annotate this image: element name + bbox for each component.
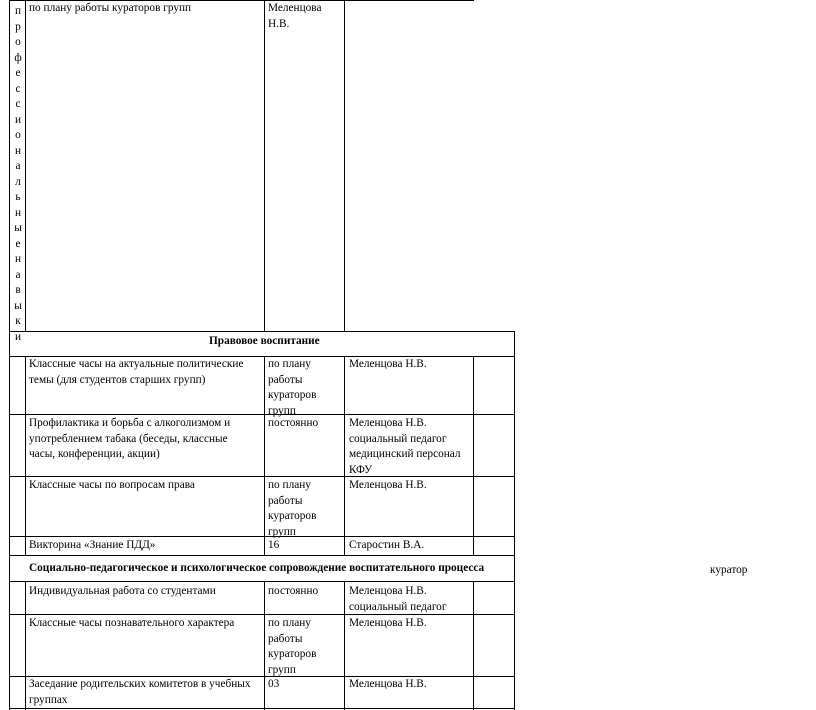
vertical-letter: е [15, 67, 21, 79]
legal-row-1-date: по плану работы кураторов групп [268, 358, 317, 417]
top-responsible: Меленцова Н.В. [268, 2, 322, 30]
vertical-letter: и [14, 330, 22, 343]
vertical-letter: а [15, 268, 21, 281]
social-row-2-responsible: Меленцова Н.В. [349, 617, 427, 629]
social-row-3-responsible: Меленцова Н.В. [349, 678, 427, 690]
vertical-letter: с [15, 82, 21, 95]
vertical-letter: в [15, 284, 21, 296]
social-row-3-event: Заседание родительских комитетов в учебных группах [29, 678, 251, 706]
legal-row-2-event: Профилактика и борьба с алкоголизмом и употреблением табака (беседы, классные часы, конференции, акции) [29, 417, 231, 461]
social-row-2-date: по плану работы кураторов групп [268, 617, 317, 676]
vertical-letter: р [15, 20, 21, 33]
legal-row-3-responsible: Меленцова Н.В. [349, 479, 427, 491]
vertical-letter: к [15, 315, 21, 327]
social-row-1-date: постоянно [268, 585, 319, 597]
social-row-1-event: Индивидуальная работа со студентами [29, 585, 216, 597]
vertical-letter: н [14, 253, 22, 265]
legal-row-1-responsible: Меленцова Н.В. [349, 358, 427, 370]
social-row-1-responsible: Меленцова Н.В. социальный педагог [349, 585, 447, 613]
top-event: по плану работы кураторов групп [29, 2, 192, 14]
vertical-letter: ь [15, 191, 21, 203]
vertical-letter: н [14, 144, 22, 157]
vertical-letter: л [15, 175, 21, 188]
legal-row-4-date: 16 [268, 539, 280, 551]
section-title-social: Социально-педагогическое и психологическое сопровождение воспитательного процесса [29, 562, 485, 574]
social-row-2-event: Классные часы познавательного характера [29, 617, 235, 629]
section-aside-curator: куратор [710, 564, 748, 576]
legal-row-2-responsible: Меленцова Н.В. социальный педагог медицинский персонал КФУ [349, 417, 461, 476]
vertical-letter: п [14, 5, 22, 17]
vertical-letter: о [15, 36, 21, 48]
vertical-letter: ф [14, 51, 22, 64]
social-row-3-date: 03 [268, 678, 280, 690]
vertical-letter: а [15, 160, 21, 172]
legal-row-3-event: Классные часы по вопросам права [29, 479, 195, 491]
vertical-letter: о [15, 129, 21, 141]
vertical-letter: н [14, 206, 22, 219]
vertical-letters [13, 4, 23, 345]
vertical-letter: е [15, 237, 21, 250]
vertical-letter: с [15, 98, 21, 110]
legal-row-4-event: Викторина «Знание ПДД» [29, 539, 156, 551]
section-title-legal: Правовое воспитание [209, 335, 320, 347]
vertical-letter: и [14, 113, 22, 126]
legal-row-3-date: по плану работы кураторов групп [268, 479, 317, 538]
legal-row-1-event: Классные часы на актуальные политические темы (для студентов старших групп) [29, 358, 244, 386]
vertical-letter: ы [14, 299, 22, 312]
legal-row-4-responsible: Старостин В.А. [349, 539, 425, 551]
legal-row-2-date: постоянно [268, 417, 319, 429]
vertical-letter: ы [14, 222, 22, 234]
